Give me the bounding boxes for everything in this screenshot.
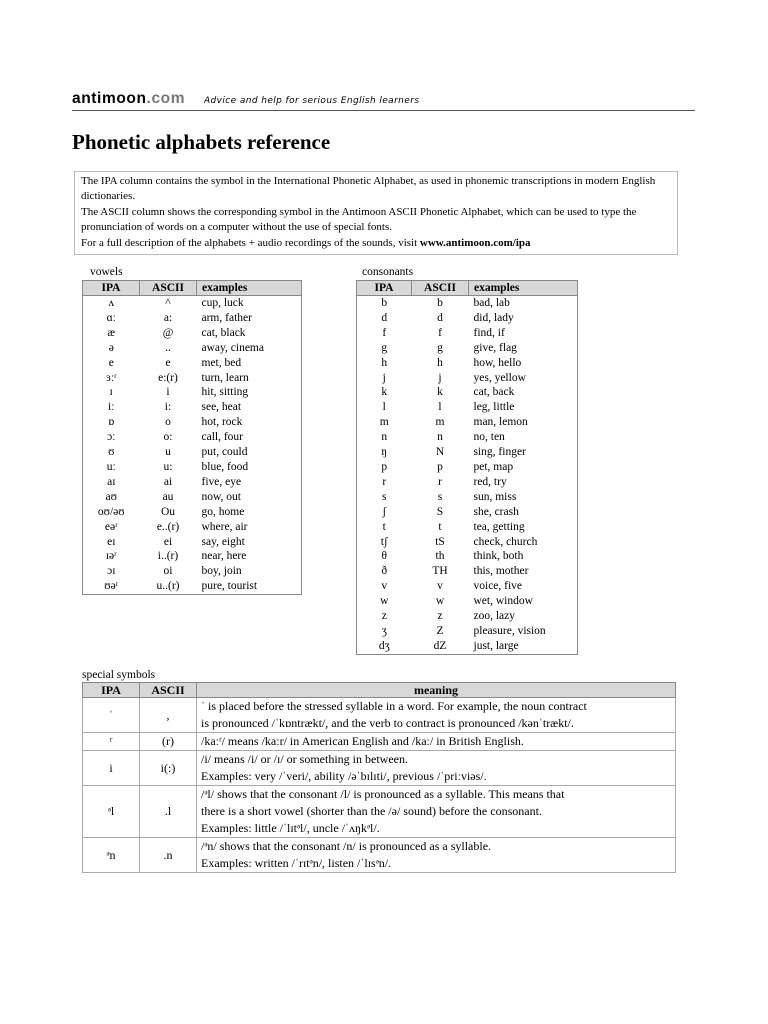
ascii-symbol: p	[437, 460, 443, 473]
vowels-row	[83, 505, 302, 520]
ipa-symbol: n	[357, 430, 412, 445]
example-words: just, large	[469, 639, 578, 654]
consonants-row	[357, 624, 578, 639]
ipa-symbol: k	[357, 385, 412, 400]
vowels-row	[83, 326, 302, 341]
ascii-symbol: ei	[163, 535, 173, 548]
ascii-symbol: @	[162, 326, 174, 339]
ipa-symbol: ʒ	[357, 624, 412, 639]
consonants-row	[357, 520, 578, 535]
ipa-symbol: θ	[357, 549, 412, 564]
ascii-symbol: i(:)	[140, 751, 197, 786]
meaning-line: is pronounced /ˈkɒntrækt/, and the verb to contract is pronounced /kənˈtrækt/.	[201, 716, 574, 730]
consonants-header-ipa: IPA	[357, 281, 412, 296]
example-words: away, cinema	[197, 341, 302, 356]
example-words: wet, window	[469, 594, 578, 609]
example-words: sun, miss	[469, 490, 578, 505]
ascii-symbol: e	[165, 356, 171, 369]
ipa-symbol: eəʳ	[83, 520, 140, 535]
example-words: this, mother	[469, 564, 578, 579]
ascii-symbol: k	[437, 386, 443, 399]
ascii-symbol: m	[435, 416, 445, 429]
consonants-header-examples: examples	[469, 281, 578, 296]
consonants-row	[357, 460, 578, 475]
vowels-row	[83, 415, 302, 430]
example-words: find, if	[469, 326, 578, 341]
ascii-symbol: l	[438, 401, 442, 414]
ipa-symbol: ŋ	[357, 445, 412, 460]
consonants-row	[357, 400, 578, 415]
ascii-symbol: e:(r)	[158, 371, 178, 384]
vowels-row	[83, 445, 302, 460]
example-words: leg, little	[469, 400, 578, 415]
ascii-symbol: d	[437, 311, 443, 324]
ascii-symbol: dZ	[412, 639, 469, 654]
consonants-row	[357, 639, 578, 654]
example-words: five, eye	[197, 475, 302, 490]
special-header-meaning: meaning	[197, 683, 676, 698]
ipa-symbol: z	[357, 609, 412, 624]
site-logo[interactable]	[72, 90, 185, 108]
ascii-symbol: i	[166, 386, 170, 399]
consonants-row	[357, 549, 578, 564]
consonants-row	[357, 430, 578, 445]
meaning-line: Examples: very /ˈveri/, ability /əˈbɪlɪti/, previous /ˈpriːviəs/.	[201, 769, 487, 783]
example-words: turn, learn	[197, 371, 302, 386]
ascii-symbol: t	[438, 520, 442, 533]
ipa-symbol: e	[83, 356, 140, 371]
consonants-row	[357, 505, 578, 520]
example-words: pleasure, vision	[469, 624, 578, 639]
special-header-ipa: IPA	[83, 683, 140, 698]
special-symbol-row	[83, 698, 676, 733]
ipa-symbol: m	[357, 415, 412, 430]
ipa-symbol: l	[357, 400, 412, 415]
ipa-symbol: aʊ	[83, 490, 140, 505]
vowels-row	[83, 549, 302, 564]
ipa-symbol: d	[357, 311, 412, 326]
meaning-line: ˈ is placed before the stressed syllable in a word. For example, the noun contract	[201, 699, 587, 713]
vowels-row	[83, 579, 302, 594]
ipa-symbol: i	[83, 751, 140, 786]
ascii-symbol: v	[437, 580, 443, 593]
ipa-symbol: ð	[357, 564, 412, 579]
brand-name: antimoon	[72, 90, 147, 107]
ipa-symbol: tʃ	[357, 535, 412, 550]
ascii-symbol: u	[165, 446, 171, 459]
ipa-symbol: aɪ	[83, 475, 140, 490]
symbol-meaning	[197, 698, 676, 733]
intro-box	[74, 171, 678, 255]
ascii-symbol: ai	[163, 475, 173, 488]
vowels-row	[83, 311, 302, 326]
example-words: cup, luck	[197, 296, 302, 311]
ascii-symbol: w	[435, 595, 445, 608]
ipa-symbol: b	[357, 296, 412, 311]
ipa-symbol: ˈ	[83, 698, 140, 733]
page-title: Phonetic alphabets reference	[72, 130, 331, 154]
example-words: bad, lab	[469, 296, 578, 311]
consonants-row	[357, 311, 578, 326]
ipa-symbol: eɪ	[83, 535, 140, 550]
example-words: say, eight	[197, 535, 302, 550]
ascii-symbol: g	[437, 341, 443, 354]
antimoon-ipa-link[interactable]: www.antimoon.com/ipa	[419, 237, 531, 249]
special-symbol-row	[83, 786, 676, 838]
ipa-symbol: g	[357, 341, 412, 356]
consonants-row	[357, 341, 578, 356]
ascii-symbol: z	[437, 610, 443, 623]
ipa-symbol: ʊəʳ	[83, 579, 140, 594]
vowels-row	[83, 535, 302, 550]
ascii-symbol: e..(r)	[156, 520, 180, 533]
ipa-symbol: ɪəʳ	[83, 549, 140, 564]
consonants-row	[357, 609, 578, 624]
ipa-symbol: æ	[83, 326, 140, 341]
ipa-symbol: ɪ	[83, 385, 140, 400]
vowels-row	[83, 341, 302, 356]
consonants-row	[357, 296, 578, 311]
ascii-symbol: i:	[164, 401, 172, 414]
example-words: tea, getting	[469, 520, 578, 535]
ipa-symbol: h	[357, 356, 412, 371]
intro-paragraph-ipa: The IPA column contains the symbol in the International Phonetic Alphabet, as used in phonemic transcriptions in modern English dictionaries.	[81, 175, 656, 202]
vowels-table	[82, 280, 302, 595]
ascii-symbol: f	[438, 326, 442, 339]
example-words: met, bed	[197, 356, 302, 371]
ascii-symbol: u:	[163, 460, 173, 473]
ipa-symbol: dʒ	[357, 639, 412, 654]
consonants-table	[356, 280, 578, 655]
brand-domain: .com	[146, 90, 186, 107]
vowels-header-examples: examples	[197, 281, 302, 296]
example-words: where, air	[197, 520, 302, 535]
ascii-symbol: .l	[140, 786, 197, 838]
example-words: sing, finger	[469, 445, 578, 460]
example-words: boy, join	[197, 564, 302, 579]
example-words: cat, black	[197, 326, 302, 341]
consonants-row	[357, 490, 578, 505]
site-header	[72, 90, 695, 111]
ipa-symbol: ʌ	[83, 296, 140, 311]
consonants-row	[357, 594, 578, 609]
ascii-symbol: s	[437, 490, 443, 503]
ascii-symbol: Ou	[160, 505, 176, 518]
ipa-symbol: f	[357, 326, 412, 341]
example-words: cat, back	[469, 385, 578, 400]
special-symbols-caption: special symbols	[82, 669, 156, 681]
example-words: hot, rock	[197, 415, 302, 430]
ascii-symbol: r	[438, 475, 442, 488]
ascii-symbol: (r)	[140, 733, 197, 751]
meaning-line: /kaːʳ/ means /kaːr/ in American English and /kaː/ in British English.	[201, 734, 524, 748]
symbol-meaning	[197, 838, 676, 873]
meaning-line: Examples: written /ˈrɪtᵊn/, listen /ˈlɪsᵊn/.	[201, 856, 392, 870]
vowels-row	[83, 400, 302, 415]
vowels-row	[83, 356, 302, 371]
symbol-meaning	[197, 733, 676, 751]
example-words: go, home	[197, 505, 302, 520]
ipa-symbol: iː	[83, 400, 140, 415]
special-symbol-row	[83, 751, 676, 786]
special-symbols-table	[82, 682, 676, 873]
special-symbol-row	[83, 838, 676, 873]
vowels-row	[83, 385, 302, 400]
ipa-symbol: oʊ/əʊ	[83, 505, 140, 520]
example-words: she, crash	[469, 505, 578, 520]
ipa-symbol: ɑː	[83, 311, 140, 326]
ipa-symbol: w	[357, 594, 412, 609]
ipa-symbol: s	[357, 490, 412, 505]
ascii-symbol: tS	[435, 535, 445, 548]
consonants-row	[357, 385, 578, 400]
ascii-symbol: j	[438, 371, 442, 384]
vowels-row	[83, 460, 302, 475]
ipa-symbol: v	[357, 579, 412, 594]
ipa-symbol: ᵊn	[83, 838, 140, 873]
vowels-header-ascii: ASCII	[140, 281, 197, 296]
vowels-row	[83, 371, 302, 386]
consonants-header-ascii: ASCII	[412, 281, 469, 296]
ipa-symbol: ɒ	[83, 415, 140, 430]
ascii-symbol: ,	[140, 698, 197, 733]
ascii-symbol: u..(r)	[140, 579, 197, 594]
ipa-symbol: ʃ	[357, 505, 412, 520]
ipa-symbol: ɔː	[83, 430, 140, 445]
ascii-symbol: i..(r)	[157, 550, 179, 563]
intro-paragraph-link	[81, 236, 672, 251]
ascii-symbol: TH	[432, 565, 448, 578]
vowels-row	[83, 520, 302, 535]
intro-paragraph-ascii: The ASCII column shows the corresponding symbol in the Antimoon ASCII Phonetic Alphabet, which can be used to type the pronunciation of words on a computer without the use of special fonts.	[81, 206, 637, 233]
example-words: give, flag	[469, 341, 578, 356]
vowels-row	[83, 564, 302, 579]
vowels-row	[83, 475, 302, 490]
consonants-row	[357, 579, 578, 594]
symbol-meaning	[197, 751, 676, 786]
ascii-symbol: Z	[436, 624, 444, 637]
ipa-symbol: t	[357, 520, 412, 535]
meaning-line: /ᵊl/ shows that the consonant /l/ is pronounced as a syllable. This means that	[201, 787, 565, 801]
example-words: pure, tourist	[197, 579, 302, 594]
meaning-line: Examples: little /ˈlɪtᵊl/, uncle /ˈʌŋkᵊl/.	[201, 821, 380, 835]
ascii-symbol: N	[435, 446, 445, 459]
consonants-caption: consonants	[362, 266, 414, 278]
example-words: red, try	[469, 475, 578, 490]
vowels-row	[83, 296, 302, 311]
ipa-symbol: p	[357, 460, 412, 475]
meaning-line: there is a short vowel (shorter than the /ə/ sound) before the consonant.	[201, 804, 542, 818]
ipa-symbol: ɜːʳ	[83, 371, 140, 386]
special-header-ascii: ASCII	[140, 683, 197, 698]
example-words: think, both	[469, 549, 578, 564]
ascii-symbol: a:	[163, 311, 173, 324]
ascii-symbol: ..	[165, 341, 171, 354]
example-words: did, lady	[469, 311, 578, 326]
ipa-symbol: ʳ	[83, 733, 140, 751]
example-words: call, four	[197, 430, 302, 445]
ascii-symbol: n	[437, 431, 443, 444]
ipa-symbol: j	[357, 371, 412, 386]
ipa-symbol: ə	[83, 341, 140, 356]
example-words: put, could	[197, 445, 302, 460]
vowels-row	[83, 430, 302, 445]
ascii-symbol: oi	[163, 565, 173, 578]
example-words: zoo, lazy	[469, 609, 578, 624]
ipa-symbol: ᵊl	[83, 786, 140, 838]
ascii-symbol: b	[437, 297, 443, 309]
meaning-line: /ᵊn/ shows that the consonant /n/ is pronounced as a syllable.	[201, 839, 492, 853]
consonants-row	[357, 356, 578, 371]
example-words: now, out	[197, 490, 302, 505]
special-symbol-row	[83, 733, 676, 751]
ascii-symbol: au	[162, 490, 174, 503]
ipa-symbol: ʊ	[83, 445, 140, 460]
consonants-row	[357, 535, 578, 550]
ascii-symbol: .n	[140, 838, 197, 873]
example-words: pet, map	[469, 460, 578, 475]
ascii-symbol: o	[165, 416, 171, 429]
example-words: near, here	[197, 549, 302, 564]
vowels-header-ipa: IPA	[83, 281, 140, 296]
example-words: voice, five	[469, 579, 578, 594]
ipa-symbol: r	[357, 475, 412, 490]
consonants-row	[357, 445, 578, 460]
consonants-row	[357, 371, 578, 386]
example-words: blue, food	[197, 460, 302, 475]
ipa-symbol: uː	[83, 460, 140, 475]
example-words: how, hello	[469, 356, 578, 371]
ipa-symbol: ɔɪ	[83, 564, 140, 579]
ascii-symbol: ^	[165, 297, 171, 309]
example-words: man, lemon	[469, 415, 578, 430]
consonants-row	[357, 564, 578, 579]
vowels-caption: vowels	[90, 266, 123, 278]
meaning-line: /i/ means /i/ or /ɪ/ or something in between.	[201, 752, 408, 766]
ascii-symbol: th	[435, 550, 445, 563]
consonants-row	[357, 415, 578, 430]
example-words: hit, sitting	[197, 385, 302, 400]
site-tagline: Advice and help for serious English learners	[204, 96, 420, 106]
example-words: see, heat	[197, 400, 302, 415]
ascii-symbol: o:	[163, 431, 173, 444]
ascii-symbol: h	[437, 356, 443, 369]
example-words: check, church	[469, 535, 578, 550]
intro-link-text: For a full description of the alphabets + audio recordings of the sounds, visit	[81, 237, 420, 249]
example-words: arm, father	[197, 311, 302, 326]
vowels-row	[83, 490, 302, 505]
example-words: yes, yellow	[469, 371, 578, 386]
consonants-row	[357, 475, 578, 490]
consonants-row	[357, 326, 578, 341]
example-words: no, ten	[469, 430, 578, 445]
symbol-meaning	[197, 786, 676, 838]
ascii-symbol: S	[436, 505, 444, 518]
